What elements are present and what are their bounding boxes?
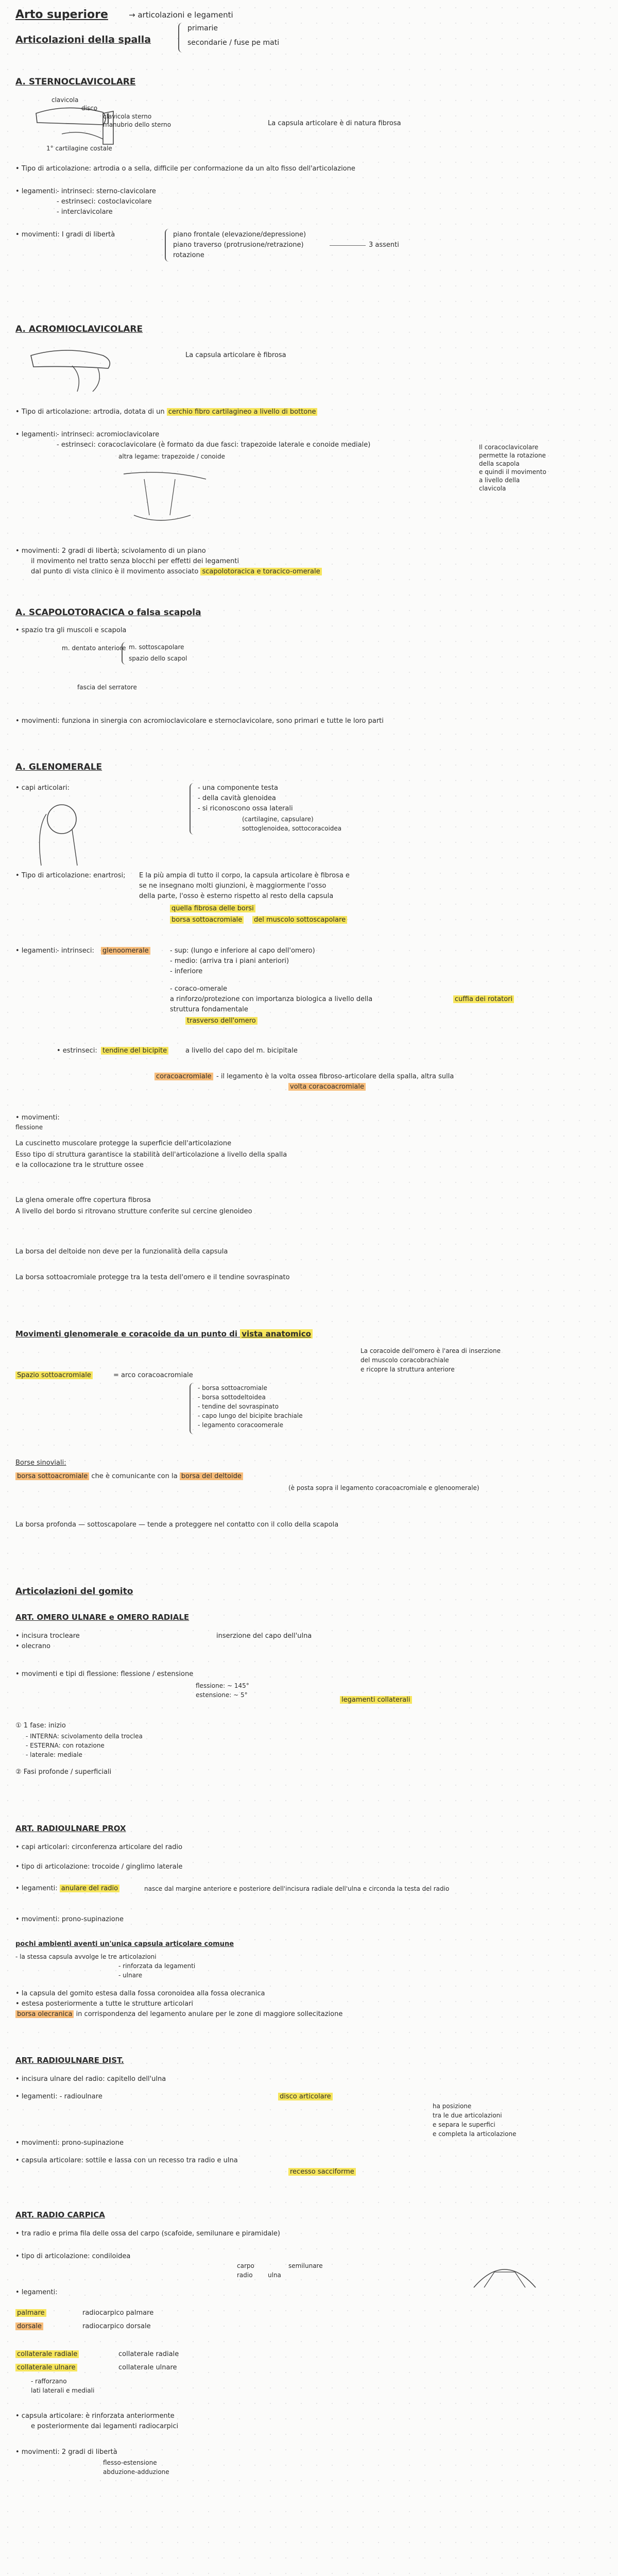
bursae-label: Borse sinoviali:	[15, 1459, 66, 1467]
note: - rafforzano	[31, 2378, 67, 2385]
note: in corrispondenza del legamento anulare per le zone di maggiore sollecitazione	[76, 2010, 343, 2018]
title-line-2: Articolazioni della spalla	[15, 34, 151, 45]
fig-label: radio	[237, 2272, 253, 2279]
fig-label: ulna	[268, 2272, 281, 2279]
ligament-item: - inferiore	[170, 968, 203, 975]
movements-text: • movimenti: prono-supinazione	[15, 1916, 124, 1923]
list-item: • tipo di articolazione: condiloidea	[15, 2252, 131, 2260]
fig-label: carpo	[237, 2262, 254, 2269]
side-note: del muscolo coracobrachiale	[360, 1357, 449, 1364]
side-note: e separa le superfici	[433, 2121, 495, 2128]
subheading-radiocarpica: ART. RADIO CARPICA	[15, 2210, 105, 2219]
movement-item: abduzione-adduzione	[103, 2468, 169, 2476]
ligament-item: - sup: (lungo e inferiore al capo dell'omero)	[170, 947, 315, 955]
ligament-item: collaterale radiale	[118, 2350, 179, 2358]
note: • estesa posteriormente a tutte le strutture articolari	[15, 2000, 194, 2008]
phase-item: - INTERNA: scivolamento della troclea	[26, 1733, 143, 1740]
movement-item: rotazione	[173, 251, 204, 259]
brace	[190, 1383, 196, 1434]
fig-label: spazio dello scapol	[129, 655, 187, 662]
articulation-type: • movimenti e tipi di flessione: flessione / estensione	[15, 1670, 194, 1678]
highlight: palmare	[15, 2309, 46, 2317]
ligaments-label: • legamenti:	[15, 1885, 58, 1892]
subspace-desc: = arco coracoacromiale	[113, 1371, 193, 1379]
angle-value: flessione: ~ 145°	[196, 1682, 249, 1689]
subheading-radioulnare-dist: ART. RADIOULNARE DIST.	[15, 2056, 124, 2065]
movements-sub: flessione	[15, 1124, 43, 1131]
ligament-item: - coraco-omerale	[170, 985, 228, 993]
side-note: tra le due articolazioni	[433, 2112, 502, 2119]
highlight: borsa olecranica	[15, 2010, 74, 2018]
list-item: • legamenti:	[15, 2289, 58, 2296]
movements-text: dal punto di vista clinico è il movimento associato	[31, 568, 199, 575]
ligament-item: altra legame: trapezoide / conoide	[118, 453, 225, 460]
subheading-radioulnare-prox: ART. RADIOULNARE PROX	[15, 1824, 126, 1833]
wrist-sketch	[464, 2241, 546, 2298]
paragraph-line: La borsa sottoacromiale protegge tra la testa dell'omero e il tendine sovraspinato	[15, 1274, 290, 1281]
title-branch-primary: primarie	[187, 24, 218, 32]
subspace-item: - capo lungo del bicipite brachiale	[198, 1412, 303, 1419]
section-heading-glenomerale: A. GLENOMERALE	[15, 762, 102, 772]
capsule-note: La capsula articolare è di natura fibrosa	[268, 120, 401, 127]
acromioclavicular-sketch	[26, 340, 129, 397]
fig-label: fascia del serratore	[77, 684, 137, 691]
highlight: borsa del deltoide	[180, 1472, 243, 1480]
capsule-text: • capsula articolare: è rinforzata anteriormente	[15, 2412, 175, 2420]
highlight: trasverso dell'omero	[185, 1017, 258, 1025]
brace	[122, 642, 128, 665]
section-heading-gomito: Articolazioni del gomito	[15, 1586, 133, 1597]
ligament-item: - intrinseci: acromioclavicolare	[57, 431, 160, 438]
bursae-text: La borsa profonda — sottoscapolare — tende a proteggere nel contatto con il collo della scapola	[15, 1521, 339, 1529]
subspace-item: - borsa sottodeltoidea	[198, 1394, 266, 1401]
articulation-desc: se ne insegnano molti giunzioni, è maggiormente l'osso	[139, 882, 327, 890]
capsule-text: e posteriormente dai legamenti radiocarpici	[31, 2422, 179, 2430]
phase-item: - ESTERNA: con rotazione	[26, 1742, 105, 1749]
title-brace	[178, 23, 184, 53]
articulation-type: • Tipo di articolazione: artrodia o a sella, difficile per conformazione da un alto fisso dell'articolazione	[15, 165, 355, 173]
movements-text: • movimenti: funziona in sinergia con acromioclavicolare e sternoclavicolare, sono primari e tutte le loro parti	[15, 717, 384, 725]
movement-result: 3 assenti	[369, 241, 399, 249]
ligaments-label: • legamenti:	[15, 188, 58, 195]
subspace-item: - tendine del sovraspinato	[198, 1403, 279, 1410]
paragraph-line: Esso tipo di struttura garantisce la stabilità dell'articolazione a livello della spalla	[15, 1151, 287, 1159]
highlight: scapolotoracica e toracico-omerale	[200, 568, 321, 575]
movement-item: piano traverso (protrusione/retrazione)	[173, 241, 304, 249]
list-item: • capi articolari: circonferenza articolare del radio	[15, 1843, 183, 1851]
highlight: vista anatomico	[240, 1329, 313, 1338]
articulation-type: • Tipo di articolazione: artrodia, dotata di un	[15, 408, 165, 416]
side-note: e quindi il movimento	[479, 468, 546, 476]
ligament-item: a rinforzo/protezione con importanza biologica a livello della	[170, 995, 373, 1003]
ligaments-extrinsic: • estrinseci:	[57, 1047, 97, 1055]
paragraph-line: La cuscinetto muscolare protegge la superficie dell'articolazione	[15, 1140, 232, 1147]
side-note: clavicola	[479, 485, 506, 492]
bursae-text: che è comunicante con la	[91, 1472, 178, 1480]
ligament-item: struttura fondamentale	[170, 1006, 248, 1013]
highlight: glenoomerale	[101, 947, 150, 955]
movement-item: flesso-estensione	[103, 2459, 157, 2466]
capsule-text: • capsula articolare: sottile e lassa con un recesso tra radio e ulna	[15, 2157, 238, 2164]
ligament-item: - intrinseci: sterno-clavicolare	[57, 188, 156, 195]
capsule-note: La capsula articolare è fibrosa	[185, 351, 286, 359]
list-item: • incisura trocleare	[15, 1632, 80, 1640]
ligaments-label: • legamenti: - radioulnare	[15, 2093, 102, 2100]
phase-item: ② Fasi profonde / superficiali	[15, 1768, 112, 1776]
brace	[165, 229, 171, 262]
ligament-item: collaterale ulnare	[118, 2364, 177, 2371]
capsule-item: - ulnare	[118, 1972, 143, 1979]
phase-item: ① 1 fase: inizio	[15, 1722, 66, 1730]
capsule-item: - rinforzata da legamenti	[118, 1962, 196, 1970]
section-heading-acromioclavicolare: A. ACROMIOCLAVICOLARE	[15, 324, 143, 334]
glenohumeral-sketch	[21, 793, 98, 871]
highlight: recesso sacciforme	[288, 2168, 356, 2176]
highlight: del muscolo sottoscapolare	[252, 916, 347, 924]
side-note: permette la rotazione	[479, 452, 546, 459]
subheading-omero-ulnare: ART. OMERO ULNARE e OMERO RADIALE	[15, 1613, 190, 1622]
side-note: La coracoide dell'omero è l'area di inserzione	[360, 1347, 501, 1354]
fig-label: disco	[81, 105, 98, 112]
side-note: ha posizione	[433, 2103, 472, 2110]
section-desc: • spazio tra gli muscoli e scapola	[15, 626, 127, 634]
note: • la capsula del gomito estesa dalla fossa coronoidea alla fossa olecranica	[15, 1990, 265, 1997]
ligament-item: - il legamento è la volta ossea fibroso-articolare della spalla, altra sulla	[216, 1073, 454, 1080]
movements-label: • movimenti: I gradi di libertà	[15, 231, 115, 239]
paragraph-line: La glena omerale offre copertura fibrosa	[15, 1196, 151, 1204]
highlight: volta coracoacromiale	[288, 1083, 366, 1091]
fig-label: manubrio dello sterno	[103, 121, 171, 128]
section-heading-sternoclavicolare: A. STERNOCLAVICOLARE	[15, 77, 136, 87]
section-heading-scapolotoracica: A. SCAPOLOTORACICA o falsa scapola	[15, 607, 201, 618]
head-desc: - della cavità glenoidea	[198, 794, 276, 802]
highlight: tendine del bicipite	[101, 1047, 168, 1055]
ligament-item: radiocarpico dorsale	[82, 2323, 151, 2330]
side-note: a livello della	[479, 477, 520, 484]
movements-text: il movimento nel tratto senza blocchi per effetti dei legamenti	[31, 557, 239, 565]
articulation-desc: della parte, l'osso è esterno rispetto al resto della capsula	[139, 892, 334, 900]
highlight: Spazio sottoacromiale	[15, 1371, 93, 1379]
articulation-desc: E la più ampia di tutto il corpo, la capsula articolare è fibrosa e	[139, 872, 350, 879]
highlight: borsa sottoacromiale	[170, 916, 244, 924]
paragraph-line: e la collocazione tra le strutture ossee	[15, 1161, 144, 1169]
fig-label: m. sottoscapolare	[129, 643, 184, 651]
title-line-1	[15, 7, 108, 23]
fig-label: 1° cartilagine costale	[46, 145, 112, 152]
paragraph-line: A livello del bordo si ritrovano strutture conferite sul cercine glenoideo	[15, 1208, 252, 1215]
side-note: della scapola	[479, 460, 520, 467]
highlight: dorsale	[15, 2323, 43, 2330]
ligament-item: - interclavicolare	[57, 208, 113, 216]
title-main: Arto superiore	[15, 8, 108, 21]
note: inserzione del capo dell'ulna	[216, 1632, 312, 1640]
arrow-line	[330, 245, 366, 246]
bursae-note: (è posta sopra il legamento coracoacromiale e glenoomerale)	[288, 1484, 479, 1492]
highlight: legamenti collaterali	[340, 1696, 412, 1704]
movements-text: • movimenti: 2 gradi di libertà; scivolamento di un piano	[15, 547, 206, 555]
list-item: • incisura ulnare del radio: capitello dell'ulna	[15, 2075, 166, 2083]
ligament-desc: nasce dal margine anteriore e posteriore dell'incisura radiale dell'ulna e circonda la testa del radio	[144, 1885, 450, 1892]
brace	[190, 783, 196, 835]
highlight: collaterale radiale	[15, 2350, 79, 2358]
subspace-item: - borsa sottoacromiale	[198, 1384, 267, 1392]
ligaments-intrinsic: - intrinseci:	[57, 947, 94, 955]
ligament-item: a livello del capo del m. bicipitale	[185, 1047, 298, 1055]
subspace-item: - legamento coracoomerale	[198, 1421, 283, 1429]
list-item: • tra radio e prima fila delle ossa del carpo (scafoide, semilunare e piramidale)	[15, 2230, 280, 2238]
phase-item: - laterale: mediale	[26, 1751, 82, 1758]
highlight: cerchio fibro cartilagineo a livello di bottone	[167, 408, 318, 416]
ligament-item: - medio: (arriva tra i piani anteriori)	[170, 957, 289, 965]
highlight: coracoacromiale	[154, 1073, 213, 1080]
movement-item: piano frontale (elevazione/depressione)	[173, 231, 306, 239]
fig-label: clavicola sterno	[103, 113, 152, 120]
articular-heads-label: • capi articolari:	[15, 784, 70, 792]
side-note: e completa la articolazione	[433, 2130, 517, 2138]
highlight: disco articolare	[278, 2093, 333, 2100]
ligaments-label: • legamenti:	[15, 431, 58, 438]
movements-text: • movimenti: prono-supinazione	[15, 2139, 124, 2147]
paragraph-line: La borsa del deltoide non deve per la funzionalità della capsula	[15, 1248, 228, 1256]
coracoclavicular-sketch	[113, 464, 216, 526]
side-note: e ricopre la struttura anteriore	[360, 1366, 455, 1373]
head-desc: (cartilagine, capsulare)	[242, 816, 314, 823]
title-suffix: → articolazioni e legamenti	[129, 10, 233, 20]
title-branch-secondary: secondarie / fuse pe mati	[187, 39, 280, 47]
highlight: collaterale ulnare	[15, 2364, 77, 2371]
head-desc: - una componente testa	[198, 784, 279, 792]
angle-value: estensione: ~ 5°	[196, 1691, 248, 1699]
highlight: cuffia dei rotatori	[453, 995, 514, 1003]
movements-text: • movimenti: 2 gradi di libertà	[15, 2448, 117, 2456]
highlight: anulare del radio	[60, 1885, 119, 1892]
fig-label: clavicola	[52, 96, 79, 104]
capsule-heading: pochi ambienti aventi un'unica capsula articolare comune	[15, 1940, 234, 1948]
fig-label: semilunare	[288, 2262, 323, 2269]
capsule-item: - la stessa capsula avvolge le tre articolazioni	[15, 1953, 157, 1960]
highlight: quella fibrosa delle borsi	[170, 905, 255, 912]
note: lati laterali e mediali	[31, 2387, 95, 2394]
section-heading-movimenti: Movimenti glenomerale e coracoide da un punto di	[15, 1329, 237, 1338]
fig-label: m. dentato anteriore	[62, 645, 126, 652]
list-item: • olecrano	[15, 1642, 51, 1650]
head-desc: - si riconoscono ossa laterali	[198, 805, 293, 812]
list-item: • tipo di articolazione: trocoide / ginglimo laterale	[15, 1863, 183, 1871]
ligament-item: - estrinseci: costoclavicolare	[57, 198, 152, 206]
highlight: borsa sottoacromiale	[15, 1472, 89, 1480]
head-desc: sottoglenoidea, sottocoracoidea	[242, 825, 342, 832]
ligaments-label: • legamenti:	[15, 947, 58, 955]
ligament-item: - estrinseci: coracoclavicolare (è formato da due fasci: trapezoide laterale e conoide mediale)	[57, 441, 371, 449]
side-note: Il coracoclavicolare	[479, 444, 539, 451]
ligament-item: radiocarpico palmare	[82, 2309, 154, 2317]
movements-label: • movimenti:	[15, 1114, 60, 1122]
articulation-type: • Tipo di articolazione: enartrosi;	[15, 872, 126, 879]
